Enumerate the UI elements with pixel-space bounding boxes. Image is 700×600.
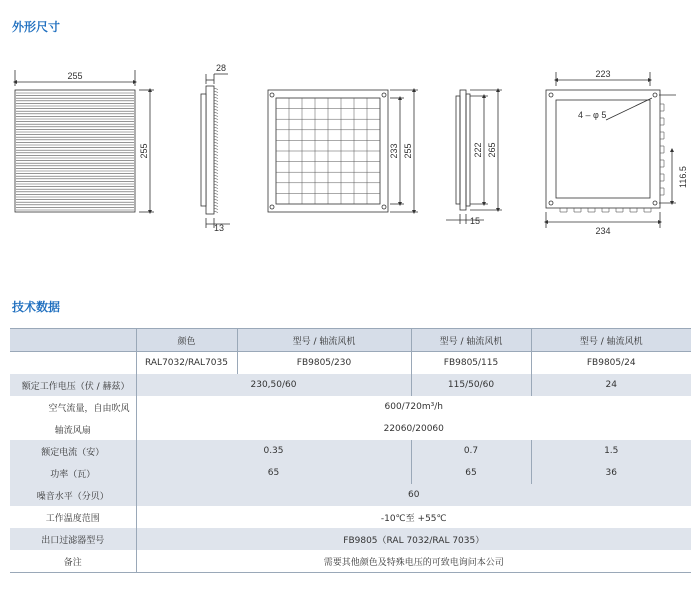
voltage-3: 24 [531,374,691,396]
row-label: 工作温度范围 [10,506,136,528]
table-row [10,396,691,418]
header-cell: 型号 / 轴流风机 [531,329,691,352]
row-label: 轴流风扇 [10,418,136,440]
note-value: 需要其他颜色及特殊电压的可致电询问本公司 [136,550,691,573]
voltage-2: 115/50/60 [411,374,531,396]
header-cell: 型号 / 轴流风机 [411,329,531,352]
table-header-row [10,329,691,352]
dim-hole-spec: 4 – φ 5 [578,110,607,120]
spec-table [10,328,691,573]
current-1: 0.35 [136,440,411,462]
outlet-value: FB9805（RAL 7032/RAL 7035） [136,528,691,550]
table-row [10,550,691,573]
dim-filter-inner: 233 [389,143,399,159]
dimension-drawings [0,45,700,245]
dim-side-flange: 13 [214,223,225,233]
row-label: 出口过滤器型号 [10,528,136,550]
table-row [10,418,691,440]
front-view [15,70,154,212]
power-3: 36 [531,462,691,484]
row-label: 额定工作电压（伏 / 赫兹） [10,374,136,396]
cutout-view [546,72,676,228]
table-row [10,528,691,550]
dimensions-title: 外形尺寸 [12,20,61,34]
row-label: 功率（瓦） [10,462,136,484]
dim-side-depth: 28 [216,63,227,73]
row-label: 备注 [10,550,136,573]
row-label: 噪音水平（分贝） [10,484,136,506]
row-label [10,352,136,375]
current-3: 1.5 [531,440,691,462]
table-row [10,440,691,462]
side-view [201,74,230,228]
dim-filter-outer: 255 [403,143,413,159]
header-cell: 颜色 [136,329,237,352]
table-row [10,462,691,484]
dim-side2-inner: 222 [473,142,483,158]
voltage-1: 230,50/60 [136,374,411,396]
row-label: 空气流量，自由吹风 [10,396,136,418]
table-row [10,374,691,396]
dim-side2-outer: 265 [487,142,497,158]
model-2: FB9805/115 [411,352,531,375]
dim-front-height: 255 [139,143,149,159]
table-row [10,506,691,528]
row-label: 额定电流（安） [10,440,136,462]
color-value: RAL7032/RAL7035 [136,352,237,375]
tech-data-title: 技术数据 [12,300,61,314]
model-1: FB9805/230 [237,352,411,375]
header-cell [10,329,136,352]
noise-value: 60 [136,484,691,506]
table-row [10,352,691,375]
dim-front-width: 255 [67,71,83,81]
fan-value: 22060/20060 [383,424,444,434]
temp-value: -10℃至 +55℃ [380,513,447,524]
airflow-value: 600/720m³/h [384,402,443,412]
header-cell: 型号 / 轴流风机 [237,329,411,352]
dim-cutout-base: 234 [595,226,611,236]
model-3: FB9805/24 [586,358,636,368]
dim-side2-depth: 15 [470,216,481,226]
dim-hole-spacing: 116.5 [678,166,688,188]
table-row [10,484,691,506]
dim-cutout-width: 223 [595,69,611,79]
power-2: 65 [411,462,531,484]
power-1: 65 [136,462,411,484]
current-2: 0.7 [411,440,531,462]
